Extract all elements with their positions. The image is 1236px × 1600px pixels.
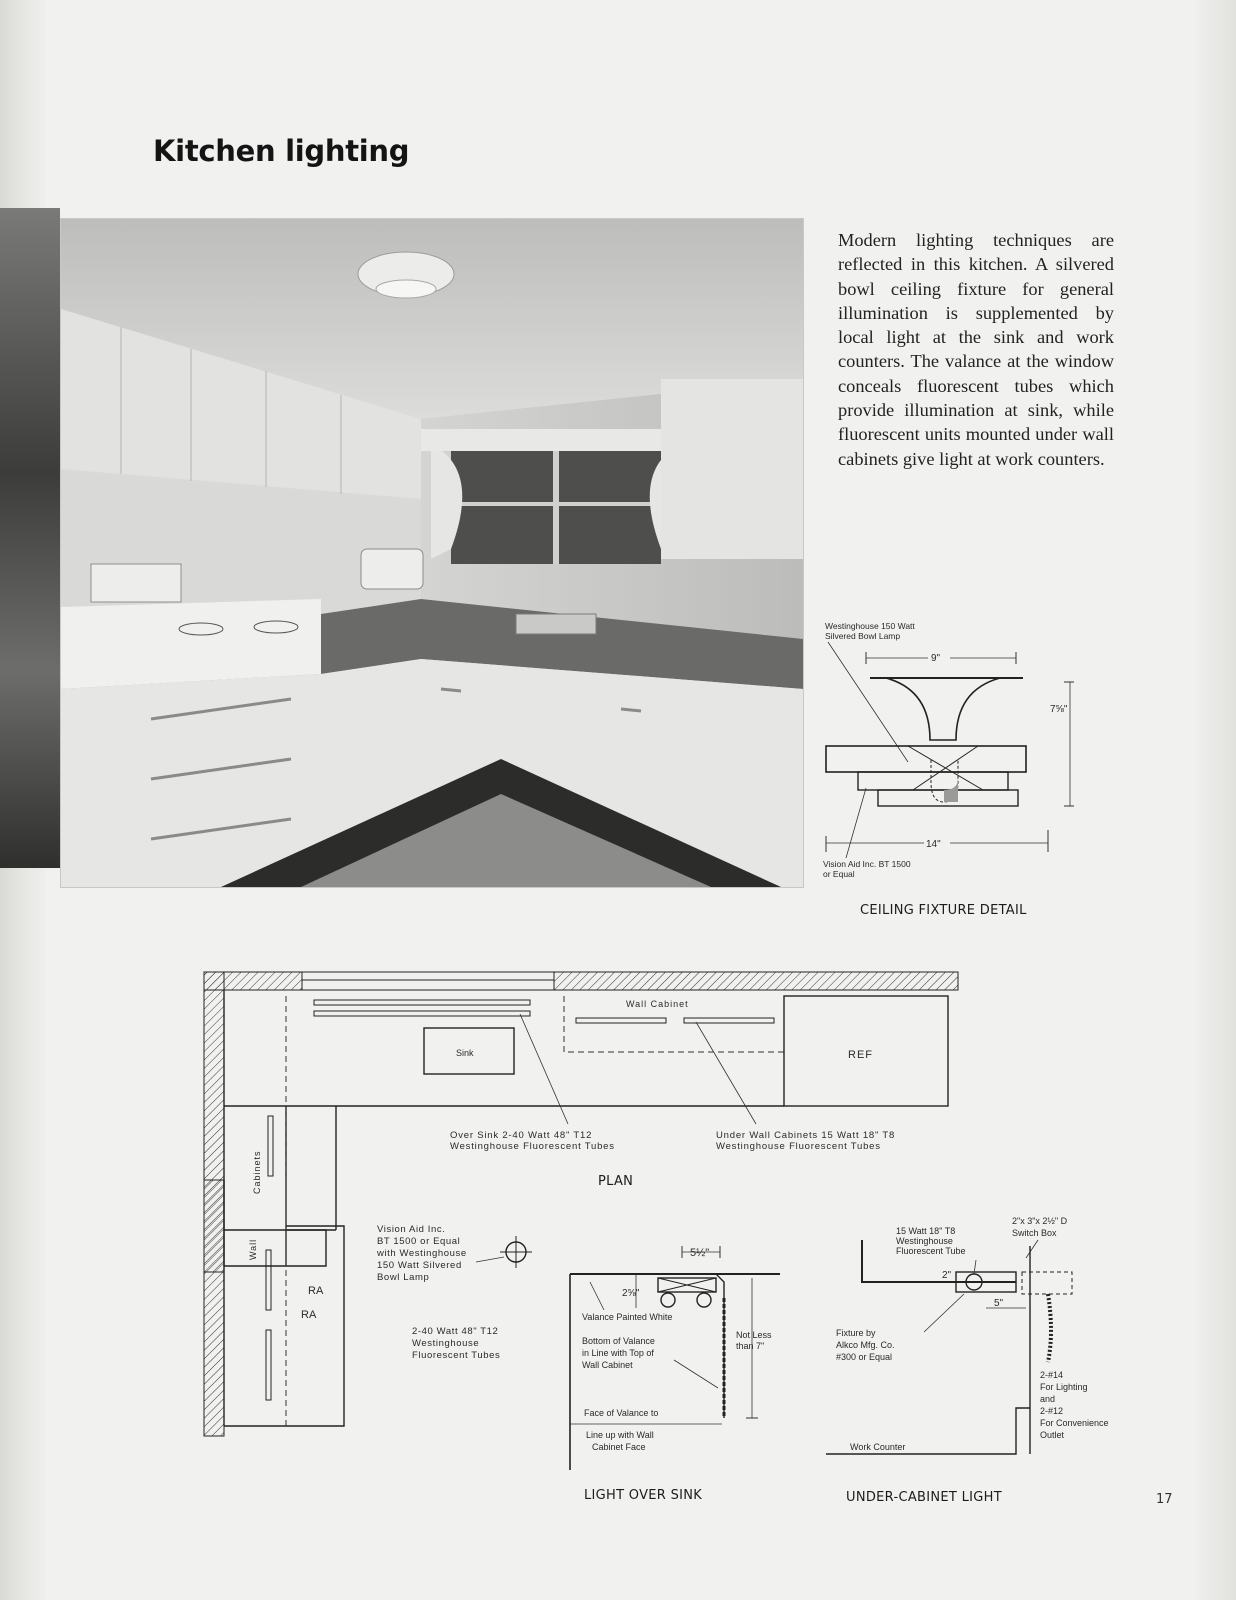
plan-vision-label: BT 1500 or Equal — [377, 1236, 461, 1247]
roaster-appliance — [361, 549, 423, 589]
plan-tubes-label: Westinghouse — [412, 1338, 480, 1349]
uc-dim-2: 2" — [942, 1270, 952, 1281]
fixture-dim-width: 9" — [931, 653, 941, 664]
light-over-sink-figure — [570, 1238, 804, 1470]
range-backsplash — [91, 564, 181, 602]
plan-tubes-label: 2-40 Watt 48" T12 — [412, 1326, 499, 1337]
uc-wire-label: and — [1040, 1394, 1056, 1404]
plan-vision-label: 150 Watt Silvered — [377, 1260, 462, 1271]
range — [61, 599, 321, 689]
plan-over-sink-label: Over Sink 2-40 Watt 48" T12 — [450, 1130, 593, 1141]
uc-switch-label: Switch Box — [1012, 1228, 1057, 1238]
uc-work-counter-label: Work Counter — [850, 1442, 906, 1452]
right-wall-cabinet — [661, 379, 803, 559]
sink-basin — [516, 614, 596, 634]
fixture-lamp-label: Westinghouse 150 Watt — [825, 621, 915, 631]
light-over-sink-caption: LIGHT OVER SINK — [584, 1488, 703, 1503]
uc-wire-label: Outlet — [1040, 1430, 1065, 1440]
uc-tube-label: Westinghouse — [896, 1236, 953, 1246]
adjacent-page-photo-edge — [0, 208, 60, 868]
kitchen-photo-illustration — [61, 219, 803, 887]
sink-face-label: Cabinet Face — [592, 1442, 646, 1452]
uc-wire-label: 2-#14 — [1040, 1370, 1064, 1380]
sink-face-label: Line up with Wall — [586, 1430, 654, 1440]
uc-dim-5: 5" — [994, 1298, 1004, 1309]
uc-wire-label: For Lighting — [1040, 1382, 1088, 1392]
ceiling-fixture-caption: CEILING FIXTURE DETAIL — [860, 903, 1027, 918]
sink-dim-top: 5½" — [690, 1247, 710, 1259]
sink-not-less-label: than 7" — [736, 1341, 765, 1351]
uc-wire-label: 2-#12 — [1040, 1406, 1064, 1416]
plan-sink-label: Sink — [456, 1048, 474, 1058]
kitchen-photo — [60, 218, 804, 888]
page-number: 17 — [1156, 1492, 1173, 1507]
sink-bottom-label: in Line with Top of — [582, 1348, 654, 1358]
sink-dim-side: 2⅝" — [622, 1288, 640, 1299]
sink-not-less-label: Not Less — [736, 1330, 772, 1340]
plan-ref-label: REF — [848, 1049, 873, 1061]
under-cabinet-light-figure — [826, 1212, 1126, 1474]
plan-side-wall-label: Wall — [248, 1238, 258, 1260]
sink-bottom-label: Bottom of Valance — [582, 1336, 655, 1346]
fixture-lamp-label: Silvered Bowl Lamp — [825, 631, 901, 641]
plan-notes — [372, 1222, 552, 1372]
plan-side-cabinets-label: Cabinets — [252, 1150, 262, 1194]
under-cabinet-caption: UNDER-CABINET LIGHT — [846, 1490, 1002, 1505]
plan-under-wall-label: Westinghouse Fluorescent Tubes — [716, 1141, 881, 1152]
fixture-vision-label: Vision Aid Inc. BT 1500 — [823, 859, 911, 869]
sink-bottom-label: Wall Cabinet — [582, 1360, 633, 1370]
sink-valance-painted-label: Valance Painted White — [582, 1312, 673, 1322]
fixture-vision-label: or Equal — [823, 869, 855, 879]
page-gutter-right — [1196, 0, 1236, 1600]
uc-tube-label: 15 Watt 18" T8 — [896, 1226, 956, 1236]
plan-ra-label: RA — [308, 1285, 324, 1297]
plan-over-sink-label: Westinghouse Fluorescent Tubes — [450, 1141, 615, 1152]
plan-lower-wing — [196, 1180, 356, 1440]
plan-vision-label: with Westinghouse — [377, 1248, 467, 1259]
plan-vision-label: Bowl Lamp — [377, 1272, 430, 1283]
ceiling-fixture-detail-figure — [818, 620, 1074, 920]
uc-wire-label: For Convenience — [1040, 1418, 1109, 1428]
uc-fixture-label: #300 or Equal — [836, 1352, 893, 1362]
uc-fixture-label: Alkco Mfg. Co. — [836, 1340, 895, 1350]
window-valance — [421, 429, 691, 451]
uc-conduit-icon — [1048, 1294, 1051, 1362]
description-text: Modern lighting techniques are reflected in this kitchen. A silvered bowl ceiling fixture for general illumination is supplemented by local light at the sink and work counters. The valance at the window conceals fluorescent tubes which provide illumination at sink, while fluorescent units mounted under wall cabinets give light at work counters. — [838, 230, 1114, 469]
plan-tubes-label: Fluorescent Tubes — [412, 1350, 501, 1361]
plan-wall-cabinet-label: Wall Cabinet — [626, 999, 689, 1009]
uc-fixture-label: Fixture by — [836, 1328, 876, 1338]
plan-caption: PLAN — [598, 1174, 634, 1189]
uc-switch-label: 2"x 3"x 2½" D — [1012, 1216, 1068, 1226]
sink-face-label: Face of Valance to — [584, 1408, 659, 1418]
fixture-dim-height: 7⅝" — [1050, 704, 1068, 715]
plan-under-wall-label: Under Wall Cabinets 15 Watt 18" T8 — [716, 1130, 896, 1141]
lamp-bulb-icon — [944, 778, 958, 802]
fixture-dim-base: 14" — [926, 839, 941, 850]
plan-ra-label: RA — [301, 1309, 317, 1321]
page-title: Kitchen lighting — [153, 134, 410, 168]
plan-vision-label: Vision Aid Inc. — [377, 1224, 446, 1235]
uc-tube-label: Fluorescent Tube — [896, 1246, 966, 1256]
